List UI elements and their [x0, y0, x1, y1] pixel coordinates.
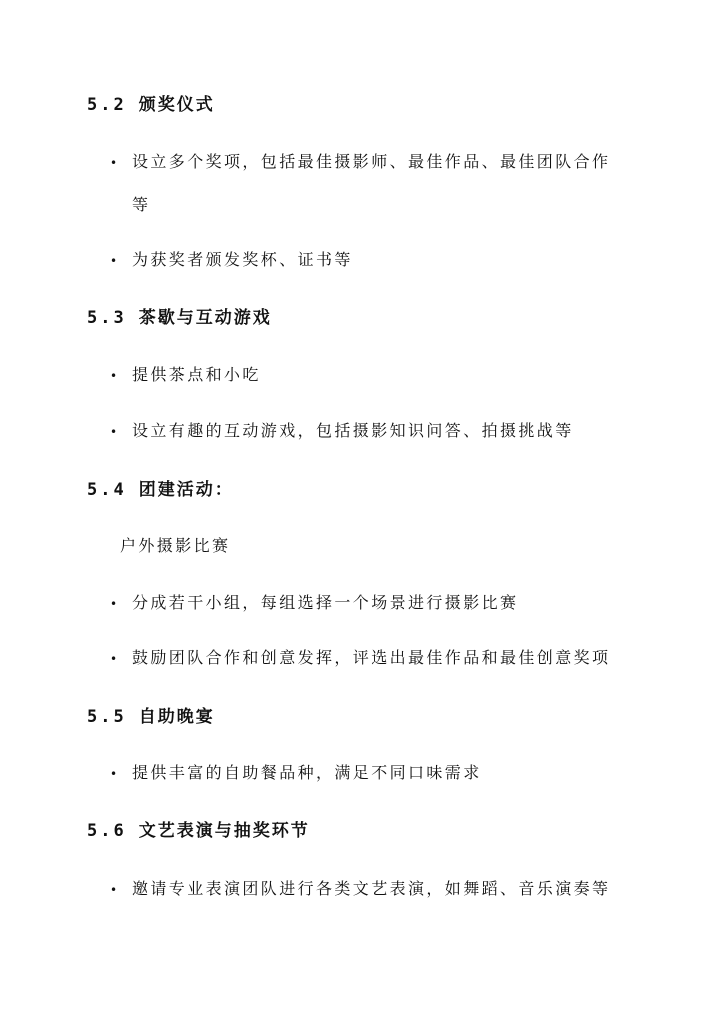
bullet-icon: • — [110, 369, 120, 383]
section-heading-5-6 — [87, 816, 310, 841]
section-number: 5.5 — [87, 707, 127, 727]
section-heading-5-2 — [87, 90, 215, 115]
list-item-text: 提供茶点和小吃 — [132, 365, 261, 384]
list-item-text: 设立多个奖项，包括最佳摄影师、最佳作品、最佳团队合作 — [132, 152, 611, 171]
section-heading-5-4 — [87, 475, 234, 500]
bullet-icon: • — [110, 156, 120, 170]
bullet-icon: • — [110, 883, 120, 897]
list-item-text: 设立有趣的互动游戏，包括摄影知识问答、拍摄挑战等 — [132, 421, 574, 440]
list-item — [110, 590, 518, 613]
list-item — [110, 876, 610, 899]
section-number: 5.4 — [87, 480, 127, 500]
list-item — [110, 760, 482, 783]
bullet-icon: • — [110, 652, 120, 666]
section-heading-5-5 — [87, 702, 215, 727]
list-item — [110, 149, 610, 172]
list-item — [110, 247, 353, 270]
section-title: 茶歇与互动游戏 — [138, 308, 272, 328]
list-item — [110, 362, 261, 385]
bullet-icon: • — [110, 254, 120, 268]
section-number: 5.2 — [87, 95, 127, 115]
section-title: 团建活动： — [138, 480, 234, 500]
section-number: 5.3 — [87, 308, 127, 328]
section-subtitle: 户外摄影比赛 — [120, 536, 231, 555]
bullet-icon: • — [110, 425, 120, 439]
list-item-text: 提供丰富的自助餐品种，满足不同口味需求 — [132, 763, 482, 782]
list-item — [110, 645, 610, 668]
section-title: 颁奖仪式 — [138, 95, 215, 115]
section-number: 5.6 — [87, 821, 127, 841]
bullet-icon: • — [110, 767, 120, 781]
list-item-text: 为获奖者颁发奖杯、证书等 — [132, 250, 353, 269]
section-heading-5-3 — [87, 303, 272, 328]
list-item-text: 分成若干小组，每组选择一个场景进行摄影比赛 — [132, 593, 519, 612]
list-item-continuation: 等 — [132, 195, 151, 214]
section-title: 自助晚宴 — [138, 707, 215, 727]
list-item — [110, 418, 574, 441]
section-title: 文艺表演与抽奖环节 — [138, 821, 310, 841]
list-item-text: 鼓励团队合作和创意发挥，评选出最佳作品和最佳创意奖项 — [132, 648, 611, 667]
list-item-text: 邀请专业表演团队进行各类文艺表演，如舞蹈、音乐演奏等 — [132, 879, 611, 898]
bullet-icon: • — [110, 597, 120, 611]
